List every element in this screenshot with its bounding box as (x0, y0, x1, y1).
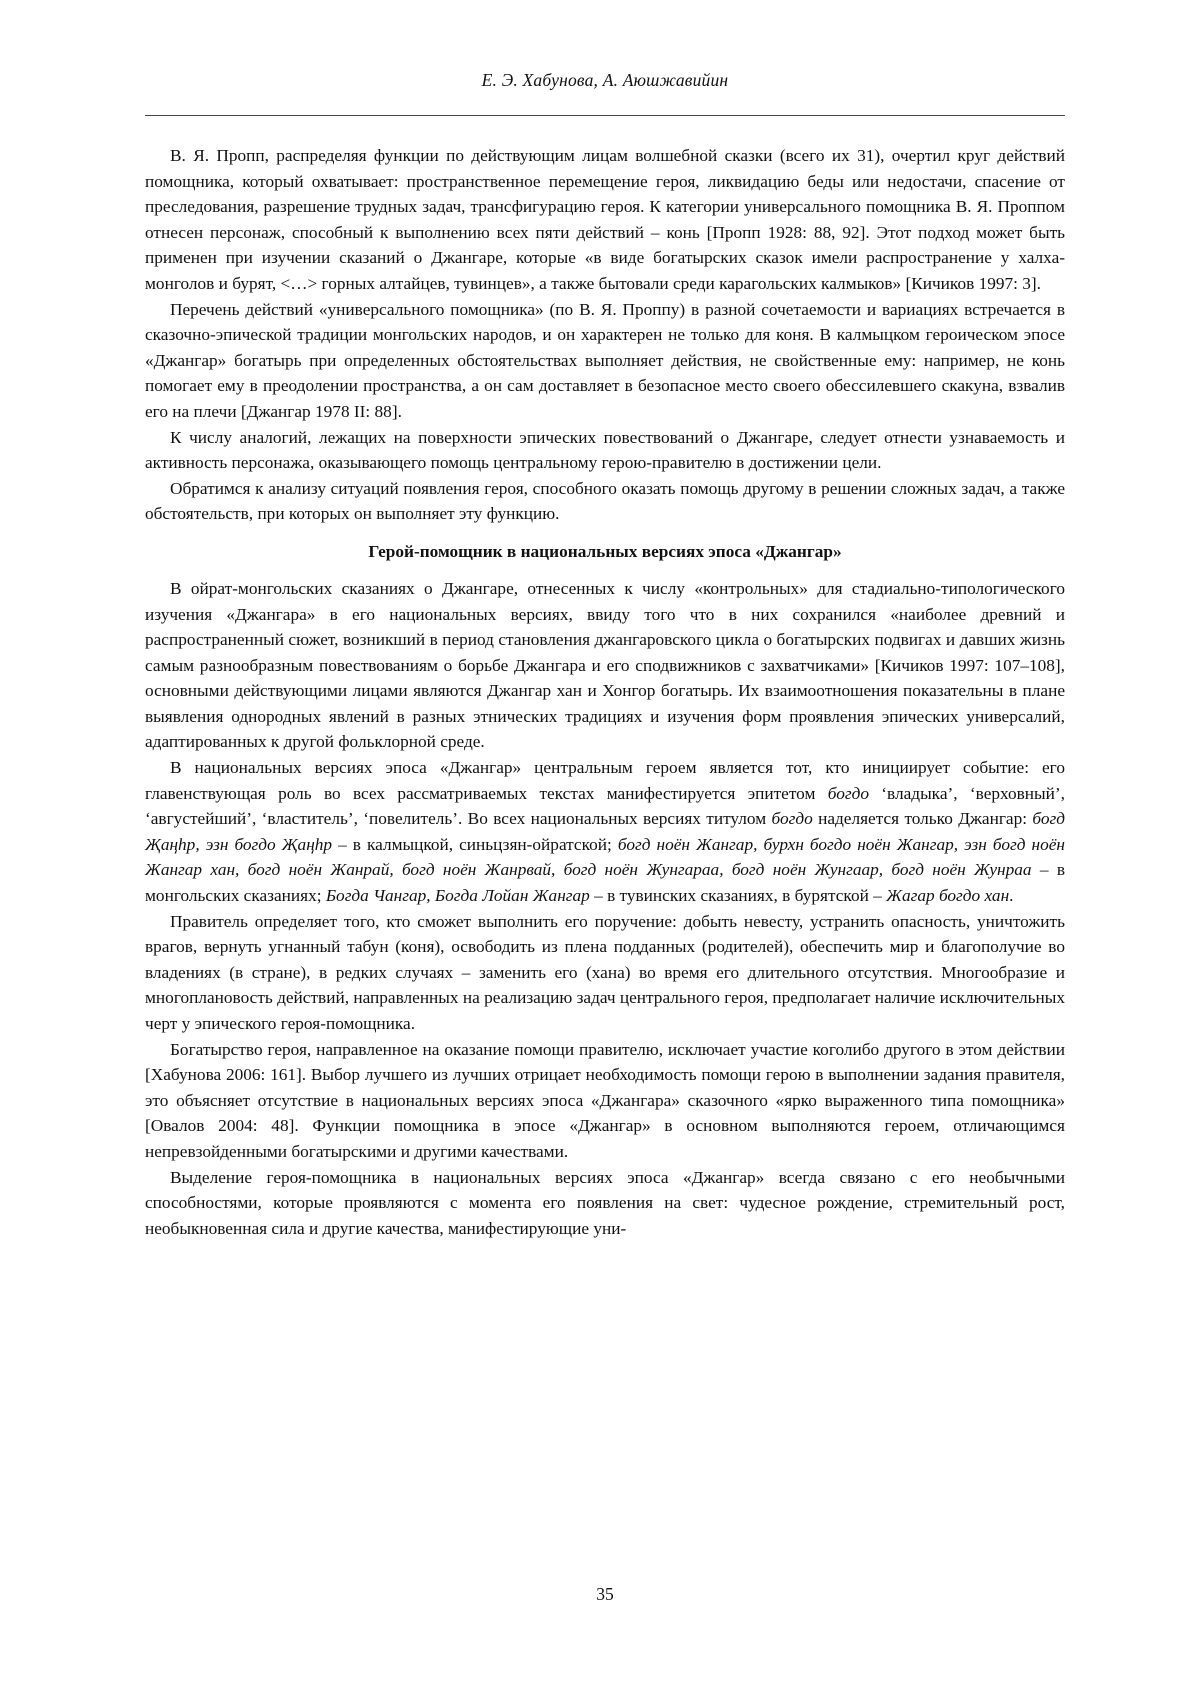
text-run: – в тувинских сказаниях, в бурятской – (589, 886, 887, 906)
paragraph-9: Выделение героя-помощника в национальных версиях эпоса «Джангар» всегда связано с его необычными способностями, которые проявляются с момента его появления на свет: чудесное рождение, стремительный рост, необыкновенная сила и другие качества, манифестирующие уни- (145, 1167, 1065, 1238)
section-heading: Герой-помощник в национальных версиях эпоса «Джангар» (368, 541, 842, 561)
paragraph-8: Богатырство героя, направленное на оказание помощи правителю, исключает участие коголибо другого в этом действии [Хабунова 2006: 161]. Выбор лучшего из лучших отрицает необходимость помощи герою в выполнении задания правителя, это объясняет отсутствие в национальных версиях эпоса «Джангара» сказочного «ярко выраженного типа помощника» [Овалов 2004: 48]. Функции помощника в эпосе «Джангар» в основном выполняются героем, отличающимся непревзойденными богатырскими и другими качествами. (145, 1039, 1065, 1161)
paragraph-5: В ойрат-монгольских сказаниях о Джангаре, отнесенных к числу «контрольных» для стадиально-типологического изучения «Джангара» в его национальных версиях, ввиду того что в них сохранился «наиболее древний и распространенный сюжет, возникший в период становления джангаровского цикла о богатырских подвигах и давших жизнь самым разнообразным повествованиям о борьбе Джангара и его сподвижников с захватчиками» [Кичиков 1997: 107–108], основными действующими лицами являются Джангар хан и Хонгор богатырь. Их взаимоотношения показательны в плане выявления однородных явлений в разных этнических традициях и изучения форм проявления эпических универсалий, адаптированных к другой фольклорной среде. (145, 578, 1065, 752)
italic-term: богд ноён Жангар, бурхн богдо ноён Жангар, эзн богд ноён Жангар хан, богд ноён Жанрай, богд ноён Жанрвай, богд ноён Жунгараа, богд ноён Жунгаар, богд ноён Жунраа (145, 834, 1065, 880)
paragraph-1: В. Я. Пропп, распределяя функции по действующим лицам волшебной сказки (всего их 31), очертил круг действий помощника, который охватывает: пространственное перемещение героя, ликвидацию беды или недостачи, спасение от преследования, разрешение трудных задач, трансфигурацию героя. К категории универсального помощника В. Я. Проппом отнесен персонаж, способный к выполнению всех пяти действий – конь [Пропп 1928: 88, 92]. Этот подход может быть применен при изучении сказаний о Джангаре, которые «в виде богатырских сказок имели распространение у халха-монголов и бурят, <…> горных алтайцев, тувинцев», а также бытовали среди карагольских калмыков» [Кичиков 1997: 3]. (145, 146, 1065, 293)
italic-term: богдо (827, 783, 869, 803)
text-run: В национальных версиях эпоса «Джангар» центральным героем является тот, кто инициирует событие: его главенствующая роль во всех рассматриваемых текстах манифестируется эпитетом (145, 758, 1065, 803)
running-header: Е. Э. Хабунова, А. Аюшжавийин (481, 70, 729, 90)
paragraph-4: Обратимся к анализу ситуаций появления героя, способного оказать помощь другому в решении сложных задач, а также обстоятельств, при которых он выполняет эту функцию. (145, 478, 1065, 524)
header-divider (145, 115, 1065, 116)
paragraph-7: Правитель определяет того, кто сможет выполнить его поручение: добыть невесту, устранить опасность, уничтожить врагов, вернуть угнанный табун (коня), освободить из плена подданных (родителей), обеспечить мир и благополучие во владениях (в стране), в редких случаях – заменить его (хана) во время его длительного отсутствия. Многообразие и многоплановость действий, направленных на реализацию задач центрального героя, предполагает наличие исключительных черт у эпического героя-помощника. (145, 911, 1065, 1033)
text-run: наделяется только Джангар: (812, 809, 1033, 829)
italic-term: Жагар богдо хан (886, 886, 1010, 906)
paragraph-3: К числу аналогий, лежащих на поверхности эпических повествований о Джангаре, следует отнести узнаваемость и активность персонажа, оказывающего помощь центральному герою-правителю в достижении цели. (145, 427, 1065, 473)
text-run: ‘владыка’, ‘верховный’, ‘августейший’, ‘властитель’, ‘повелитель’. Во всех национальных версиях титулом (145, 783, 1065, 829)
text-run: . (1009, 886, 1014, 906)
italic-term: богд Җаңһр, эзн богдо Җаңһр (145, 809, 1065, 854)
article-body (145, 143, 1065, 1241)
text-run: – в калмыцкой, синьцзян-ойратской; (332, 834, 618, 854)
paragraph-6 (145, 755, 1065, 909)
italic-term: Богда Чангар, Богда Лойан Жангар (325, 886, 590, 906)
page-number: 35 (596, 1584, 614, 1604)
italic-term: богдо (771, 809, 813, 829)
paragraph-2: Перечень действий «универсального помощника» (по В. Я. Проппу) в разной сочетаемости и вариациях встречается в сказочно-эпической традиции монгольских народов, и он характерен не только для коня. В калмыцком героическом эпосе «Джангар» богатырь при определенных обстоятельствах выполняет действия, не свойственные ему: например, не конь помогает ему в преодолении пространства, а он сам доставляет в безопасное место своего обессилевшего скакуна, взвалив его на плечи [Джангар 1978 II: 88]. (145, 299, 1065, 421)
text-run: – в монгольских сказаниях; (145, 860, 1065, 906)
